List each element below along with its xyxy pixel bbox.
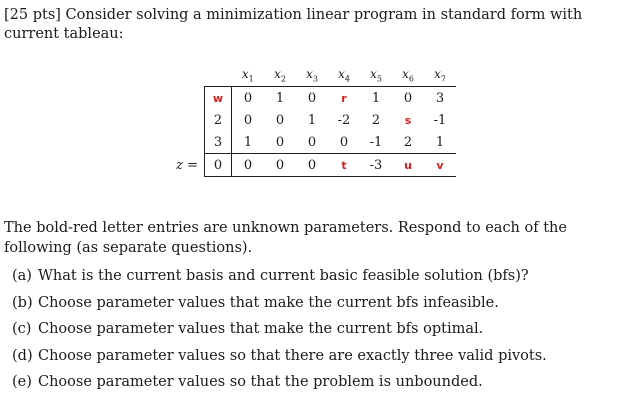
tableau-cell <box>424 109 456 131</box>
question-item <box>12 319 616 346</box>
tableau-header-row <box>156 64 456 87</box>
problem-intro: [25 pts] Consider solving a minimization linear program in standard form with current tableau: <box>4 7 583 42</box>
cell-value: 0 <box>275 157 285 173</box>
cell-value: 1 <box>371 90 381 106</box>
cell-value: -2 <box>337 112 351 128</box>
tableau-cell <box>392 154 424 177</box>
question-text: What is the current basis and current basic feasible solution (bfs)? <box>38 268 529 284</box>
tableau-row <box>156 131 456 154</box>
tableau-cell <box>392 87 424 110</box>
tableau-cell <box>328 131 360 154</box>
tableau-cell <box>328 87 360 110</box>
cell-value: 0 <box>307 157 317 173</box>
unknown-parameter: r <box>341 91 347 105</box>
header-x4: $x_4$ <box>338 66 350 84</box>
cell-value: 2 <box>371 112 381 128</box>
instructions-text: The bold-red letter entries are unknown parameters. Respond to each of the following (as separate questions). <box>4 220 567 256</box>
question-item <box>12 372 616 399</box>
header-x5: $x_5$ <box>370 66 382 84</box>
unknown-parameter: t <box>341 158 347 172</box>
tableau-cell <box>424 87 456 110</box>
objective-label: z = <box>176 157 198 173</box>
question-label: (b) <box>12 294 33 311</box>
tableau-cell <box>296 131 328 154</box>
rhs-cell <box>205 87 232 110</box>
cell-value: 1 <box>435 134 445 150</box>
question-list <box>12 266 616 399</box>
tableau-cell <box>360 109 392 131</box>
cell-value: 0 <box>339 134 349 150</box>
tableau-row <box>156 87 456 110</box>
question-text: Choose parameter values so that the problem is unbounded. <box>38 374 483 390</box>
cell-value: 1 <box>307 112 317 128</box>
cell-value: 3 <box>435 90 445 106</box>
cell-value: 0 <box>307 90 317 106</box>
unknown-parameter: u <box>404 158 412 172</box>
header-x7: $x_7$ <box>434 66 446 84</box>
question-text: Choose parameter values so that there are exactly three valid pivots. <box>38 347 547 364</box>
tableau-cell <box>360 131 392 154</box>
question-item <box>12 346 616 373</box>
simplex-tableau <box>156 64 456 177</box>
cell-value: 3 <box>213 134 223 150</box>
tableau-cell <box>232 131 265 154</box>
cell-value: 0 <box>275 112 285 128</box>
cell-value: 2 <box>403 134 413 150</box>
tableau-cell <box>232 154 265 177</box>
header-x2: $x_2$ <box>274 66 286 84</box>
header-x1: $x_1$ <box>241 66 254 84</box>
question-label: (e) <box>12 374 32 390</box>
rhs-cell <box>205 109 232 131</box>
header-x6: $x_6$ <box>402 66 414 84</box>
cell-value: 0 <box>307 134 317 150</box>
cell-value: 1 <box>243 134 253 150</box>
rhs-cell <box>205 131 232 154</box>
question-text: Choose parameter values that make the current bfs optimal. <box>38 321 484 337</box>
question-text: Choose parameter values that make the current bfs infeasible. <box>38 294 499 311</box>
cell-value: 0 <box>275 134 285 150</box>
tableau-cell <box>232 109 265 131</box>
cell-value: 0 <box>243 90 253 106</box>
cell-value: 2 <box>213 112 223 128</box>
tableau-cell <box>296 87 328 110</box>
rhs-cell <box>205 154 232 177</box>
tableau-cell <box>424 131 456 154</box>
cell-value: -1 <box>433 112 447 128</box>
cell-value: 1 <box>275 90 285 106</box>
tableau-cell <box>264 154 296 177</box>
question-item <box>12 266 616 293</box>
question-label: (a) <box>12 268 32 284</box>
tableau-cell <box>296 154 328 177</box>
tableau-cell <box>360 87 392 110</box>
unknown-parameter: s <box>404 113 412 127</box>
unknown-parameter: w <box>212 91 224 105</box>
question-label: (d) <box>12 347 33 364</box>
tableau-cell <box>392 109 424 131</box>
tableau-objective-row <box>156 154 456 177</box>
tableau-cell <box>264 109 296 131</box>
tableau-cell <box>296 109 328 131</box>
tableau-row <box>156 109 456 131</box>
unknown-parameter: v <box>436 158 444 172</box>
cell-value: 0 <box>243 157 253 173</box>
tableau-cell <box>392 131 424 154</box>
cell-value: -1 <box>369 134 383 150</box>
tableau-cell <box>360 154 392 177</box>
cell-value: -3 <box>369 157 383 173</box>
tableau-cell <box>232 87 265 110</box>
tableau-cell <box>328 154 360 177</box>
cell-value: 0 <box>403 90 413 106</box>
cell-value: 0 <box>213 157 223 173</box>
tableau-cell <box>264 131 296 154</box>
question-label: (c) <box>12 321 32 337</box>
header-x3: $x_3$ <box>306 66 318 84</box>
tableau-cell <box>264 87 296 110</box>
question-item <box>12 293 616 320</box>
cell-value: 0 <box>243 112 253 128</box>
tableau-cell <box>328 109 360 131</box>
tableau-cell <box>424 154 456 177</box>
